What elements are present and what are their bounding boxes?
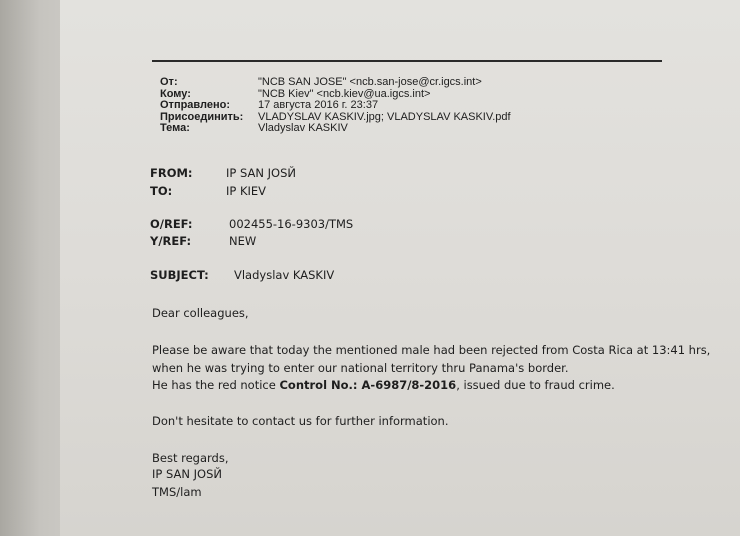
signature-line: IP SAN JOSЙ — [152, 467, 222, 481]
body-line: when he was trying to enter our national territory thru Panama's border. — [152, 361, 569, 375]
header-label: Присоединить: — [160, 110, 244, 123]
header-value: Vladyslav KASKIV — [258, 122, 348, 134]
header-label: От: — [160, 76, 178, 88]
header-row-subject — [160, 123, 511, 135]
body-line: Don't hesitate to contact us for further information. — [152, 414, 449, 428]
from-value: IP SAN JOSЙ — [226, 166, 296, 180]
yref-label: Y/REF: — [150, 234, 192, 248]
header-value: "NCB Kiev" <ncb.kiev@ua.igcs.int> — [258, 87, 431, 100]
header-label: Тема: — [160, 122, 190, 134]
control-number: Control No.: A-6987/8-2016 — [279, 378, 457, 392]
body-line-red-notice — [152, 378, 615, 392]
oref-label: O/REF: — [150, 217, 193, 231]
header-row-sent — [160, 100, 511, 112]
header-value: VLADYSLAV KASKIV.jpg; VLADYSLAV KASKIV.pdf — [258, 110, 511, 123]
yref-value: NEW — [229, 234, 257, 248]
greeting: Dear colleagues, — [152, 306, 249, 320]
body-line: Please be aware that today the mentioned male had been rejected from Costa Rica at 13:41 hrs, — [152, 343, 711, 357]
from-label: FROM: — [150, 166, 193, 180]
signature-line: TMS/lam — [152, 485, 202, 499]
header-value: "NCB SAN JOSE" <ncb.san-jose@cr.igcs.int> — [258, 76, 482, 88]
header-label: Кому: — [160, 87, 191, 100]
oref-value: 002455-16-9303/TMS — [229, 217, 354, 231]
body-text: , issued due to fraud crime. — [456, 378, 615, 392]
header-divider — [152, 60, 662, 62]
header-label: Отправлено: — [160, 99, 231, 111]
header-value: 17 августа 2016 г. 23:37 — [258, 99, 379, 111]
subject-label: SUBJECT: — [150, 268, 209, 282]
to-label: TO: — [150, 184, 173, 198]
subject-value: Vladyslav KASKIV — [234, 268, 335, 282]
header-row-from — [160, 77, 511, 89]
closing: Best regards, — [152, 451, 229, 465]
email-header — [160, 77, 511, 135]
body-text: He has the red notice — [152, 378, 280, 392]
to-value: IP KIEV — [226, 184, 267, 198]
